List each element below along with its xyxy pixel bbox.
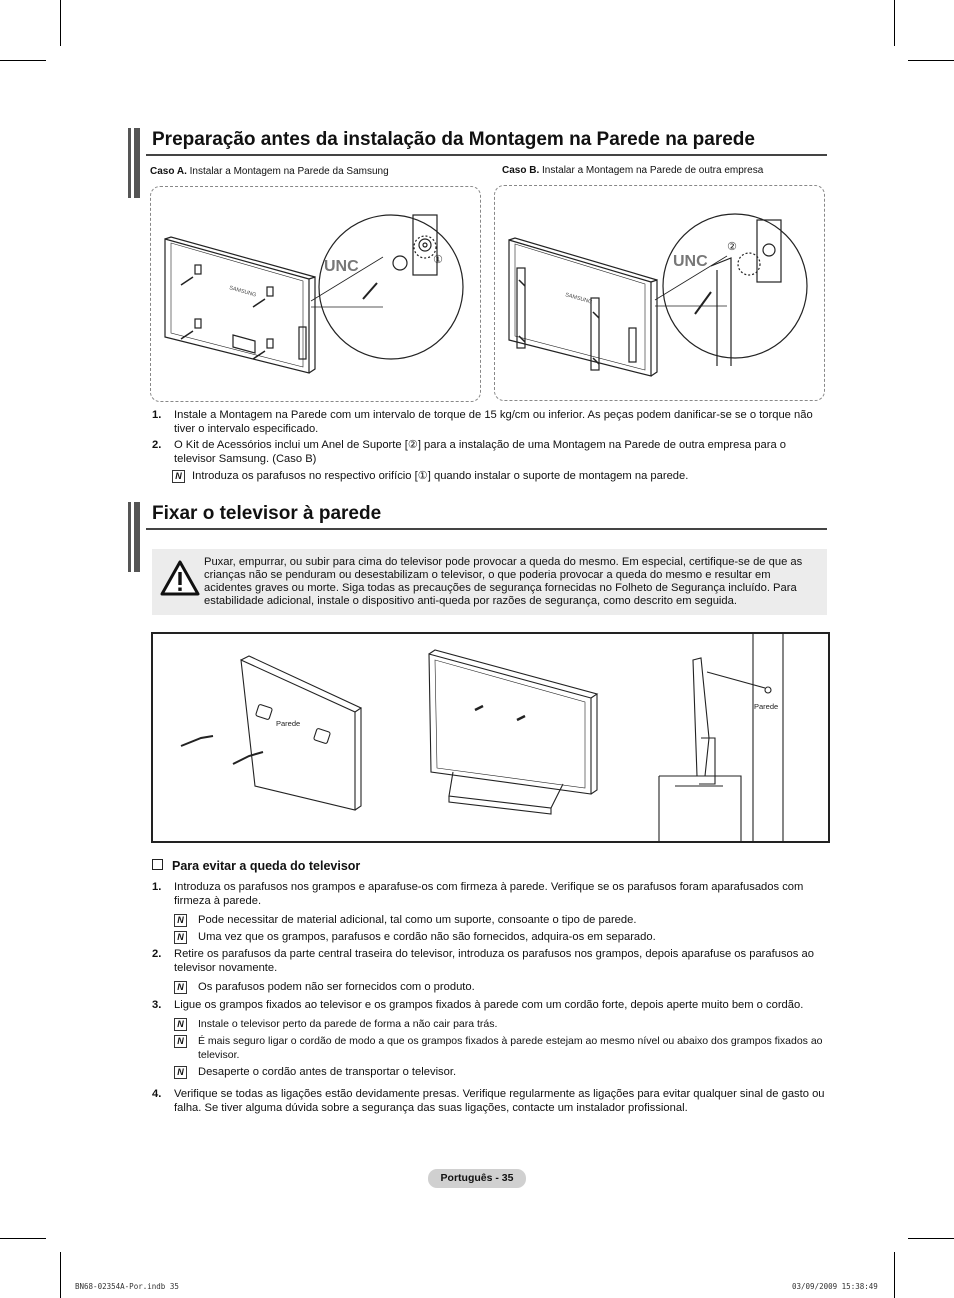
crop-mark (60, 1252, 61, 1298)
caso-b-diagram (494, 185, 825, 401)
item-number: 1. (152, 881, 162, 893)
anti-fall-steps (152, 880, 826, 1117)
list-item (152, 880, 826, 908)
unc-mark: UNC (324, 258, 359, 275)
note-icon: N (174, 931, 187, 944)
item-text: Ligue os grampos fixados ao televisor e os grampos fixados à parede com um cordão forte, depois aperte muito bem o cordão. (174, 999, 804, 1011)
caso-b-label: Caso B. (502, 165, 540, 176)
note-icon: N (174, 914, 187, 927)
ring-label-2: ② (727, 240, 737, 253)
anti-fall-figure (151, 632, 830, 843)
section-title: Preparação antes da instalação da Montagem na Parede na parede (152, 129, 755, 150)
item-number: 4. (152, 1088, 162, 1100)
note-icon: N (172, 470, 185, 483)
note-text: É mais seguro ligar o cordão de modo a que os grampos fixados à parede estejam ao mesmo nível ou abaixo dos grampos fixados ao televisor. (198, 1035, 823, 1061)
checkbox-icon (152, 859, 163, 870)
crop-mark (0, 60, 46, 61)
caso-a-text: Instalar a Montagem na Parede da Samsung (189, 166, 389, 177)
wall-label: Parede (754, 702, 779, 711)
item-number: 2. (152, 439, 162, 451)
list-item (152, 438, 822, 466)
crop-mark (894, 0, 895, 46)
note (152, 1034, 826, 1062)
samsung-logo: SAMSUNG (564, 292, 593, 306)
crop-mark (908, 60, 954, 61)
section-marker (134, 502, 140, 572)
note-text: Introduza os parafusos no respectivo orifício [①] quando instalar o suporte de montagem na parede. (192, 470, 689, 482)
note (152, 980, 826, 994)
note-icon: N (174, 1035, 187, 1048)
note-icon: N (174, 981, 187, 994)
section-rule (146, 528, 827, 530)
item-text: Verifique se todas as ligações estão devidamente presas. Verifique regularmente as ligações para evitar qualquer sinal de gasto ou falha. Se tiver alguma dúvida sobre a segurança das suas ligações, contacte um instalador profissional. (174, 1088, 825, 1114)
section-rule (146, 154, 827, 156)
note-icon: N (174, 1066, 187, 1079)
item-text: Retire os parafusos da parte central traseira do televisor, introduza os parafusos nos grampos, depois aparafuse os parafusos ao televisor novamente. (174, 948, 814, 974)
samsung-logo: SAMSUNG (228, 285, 257, 299)
wall-mount-b-illustration (495, 186, 824, 400)
note-text: Uma vez que os grampos, parafusos e cordão não são fornecidos, adquira-os em separado. (198, 931, 656, 943)
section-marker (128, 502, 131, 572)
section-marker (128, 128, 131, 198)
print-file-info: BN68-02354A-Por.indb 35 (75, 1282, 179, 1291)
mount-instructions (152, 408, 822, 486)
item-number: 2. (152, 948, 162, 960)
crop-mark (0, 1238, 46, 1239)
list-item (152, 947, 826, 975)
note (152, 913, 826, 927)
note (152, 469, 822, 483)
caso-b-caption (502, 165, 763, 176)
caso-a-diagram (150, 186, 481, 402)
list-item (152, 998, 826, 1012)
crop-mark (894, 1252, 895, 1298)
caso-a-caption (150, 166, 389, 177)
note-text: Pode necessitar de material adicional, tal como um suporte, consoante o tipo de parede. (198, 914, 637, 926)
note-icon: N (174, 1018, 187, 1031)
item-text: O Kit de Acessórios inclui um Anel de Suporte [②] para a instalação de uma Montagem na Parede de outra empresa para o televisor Samsung. (Caso B) (174, 439, 787, 465)
warning-triangle-icon (160, 560, 200, 596)
wall-mount-a-illustration (151, 187, 480, 401)
item-number: 1. (152, 409, 162, 421)
item-text: Introduza os parafusos nos grampos e aparafuse-os com firmeza à parede. Verifique se os parafusos foram aparafusados com firmeza à parede. (174, 881, 804, 907)
caso-b-text: Instalar a Montagem na Parede de outra empresa (542, 165, 764, 176)
list-item (152, 1087, 826, 1115)
crop-mark (60, 0, 61, 46)
note-text: Instale o televisor perto da parede de forma a não cair para trás. (198, 1018, 498, 1030)
item-text: Instale a Montagem na Parede com um intervalo de torque de 15 kg/cm ou inferior. As peças podem danificar-se se o torque não tiver o intervalo especificado. (174, 409, 813, 435)
note-text: Os parafusos podem não ser fornecidos com o produto. (198, 981, 475, 993)
anti-fall-illustration (153, 634, 828, 841)
subsection-heading (152, 859, 360, 873)
note-text: Desaperte o cordão antes de transportar o televisor. (198, 1066, 457, 1078)
page-number: Português - 35 (428, 1169, 526, 1188)
print-date-info: 03/09/2009 15:38:49 (792, 1282, 878, 1291)
crop-mark (908, 1238, 954, 1239)
list-item (152, 408, 822, 436)
note (152, 930, 826, 944)
subhead-text: Para evitar a queda do televisor (172, 859, 361, 873)
caso-a-label: Caso A. (150, 166, 187, 177)
section-title: Fixar o televisor à parede (152, 503, 382, 524)
note (152, 1017, 826, 1031)
wall-label: Parede (276, 719, 301, 728)
unc-mark: UNC (673, 253, 708, 270)
note (152, 1065, 826, 1079)
section-marker (134, 128, 140, 198)
ring-label-1: ① (433, 253, 443, 266)
item-number: 3. (152, 999, 162, 1011)
warning-text: Puxar, empurrar, ou subir para cima do televisor pode provocar a queda do mesmo. Em especial, certifique-se de que as crianças não se penduram ou desestabilizam o televisor, o que poderia provocar a queda do mesmo e resultar em acidentes graves ou morte. Siga todas as precauções de segurança fornecidas no Folheto de Segurança incluído. Para estabilidade adicional, instale o dispositivo anti-queda por razões de segurança, como descrito em seguida. (204, 556, 803, 607)
